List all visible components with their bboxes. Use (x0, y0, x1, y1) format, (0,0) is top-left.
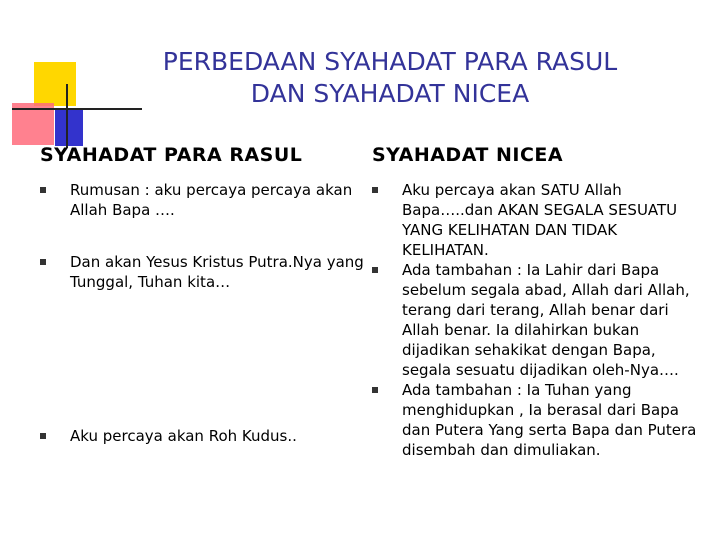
left-column (40, 142, 364, 445)
right-column-heading: SYAHADAT NICEA (372, 144, 564, 166)
list-item (40, 426, 375, 446)
square-bullet-icon (40, 187, 46, 193)
list-item (372, 180, 697, 260)
list-item-text: Aku percaya akan SATU Allah Bapa…..dan AKAN SEGALA SESUATU YANG KELIHATAN DAN TIDAK KELIHATAN. (402, 181, 678, 259)
square-bullet-icon (372, 187, 378, 193)
list-item-text: Rumusan : aku percaya percaya akan Allah Bapa …. (70, 181, 353, 219)
left-column-heading: SYAHADAT PARA RASUL (40, 144, 303, 166)
list-item-text: Ada tambahan : Ia Lahir dari Bapa sebelum segala abad, Allah dari Allah, terang dari terang, Allah benar dari Allah benar. Ia dilahirkan bukan dijadikan sehakikat dengan Bapa, segala sesuatu dijadikan oleh-Nya…. (402, 261, 690, 379)
slide-title-line-1: PERBEDAAN SYAHADAT PARA RASUL (162, 47, 618, 76)
slide-title-line-2: DAN SYAHADAT NICEA (250, 79, 530, 108)
list-item-text: Dan akan Yesus Kristus Putra.Nya yang Tunggal, Tuhan kita… (70, 253, 364, 291)
square-bullet-icon (372, 387, 378, 393)
square-bullet-icon (40, 433, 46, 439)
list-item (372, 380, 697, 460)
decorative-blue-square (55, 110, 83, 146)
list-item (40, 252, 375, 292)
square-bullet-icon (372, 267, 378, 273)
decorative-yellow-square (34, 62, 76, 106)
right-bullet-list (372, 180, 697, 460)
list-item (372, 260, 697, 380)
list-item (40, 180, 375, 220)
list-item-text: Aku percaya akan Roh Kudus.. (70, 427, 297, 445)
slide-title (100, 46, 680, 110)
square-bullet-icon (40, 259, 46, 265)
list-item-text: Ada tambahan : Ia Tuhan yang menghidupkan , Ia berasal dari Bapa dan Putera Yang serta Bapa dan Putera disembah dan dimuliakan. (402, 381, 697, 459)
right-column (372, 142, 697, 460)
decorative-vertical-line (66, 84, 68, 148)
